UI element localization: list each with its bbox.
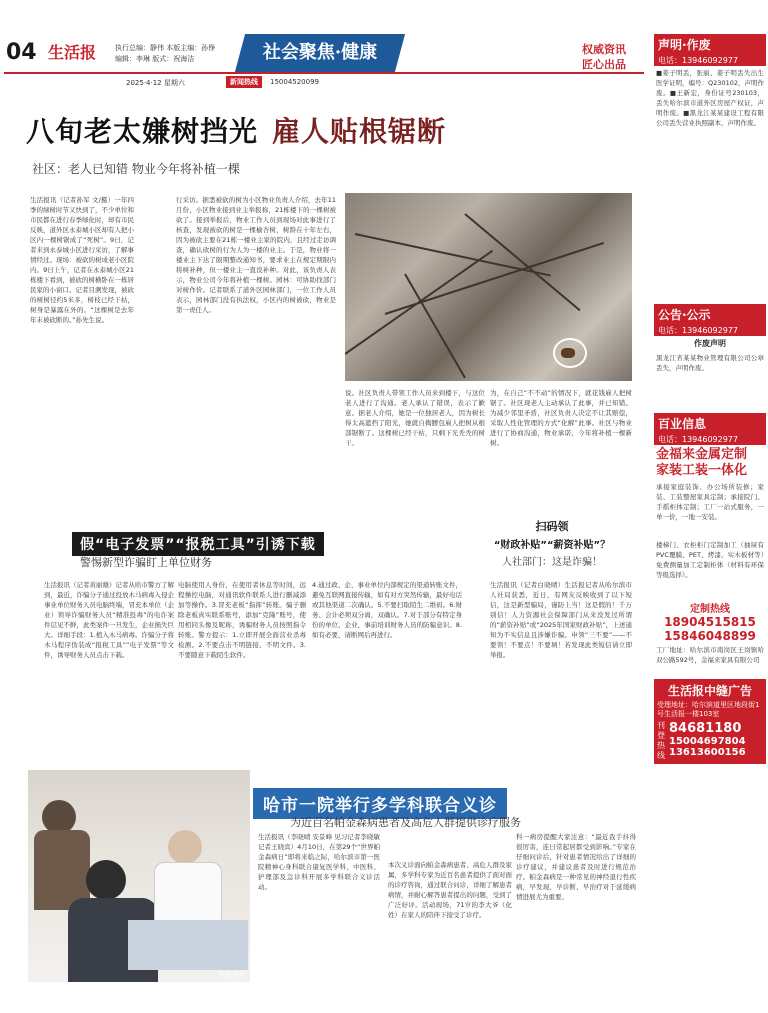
classified-ad-side: 刊登热线: [657, 721, 665, 760]
article2-subtitle: 警惕新型诈骗盯上单位财务: [80, 556, 212, 569]
newspaper-logo: 生活报: [48, 43, 97, 62]
classified-phone2: 15004697804: [669, 736, 746, 747]
article3-col1: 生活报讯（李晓晴 安景峰 见习记者李晓敏 记者王晓宾）4月10日，在第29个“世界帕金森病日”即将来临之际，哈尔滨市第一医院精神心身科联合康复医学科、中医科、护理部及急诊科开展多学科联合义诊活动。: [258, 833, 380, 891]
article3-subtitle: 为近百名帕金森病患者及高危人群提供诊疗服务: [290, 816, 521, 829]
issue-date: 2025·4·12 星期六: [126, 79, 185, 87]
article2-col2: 电脑使用人身份，在使用者休息等时间，远程操控电脑，对通讯软件联系人进行删减添加等操作。3.冒充老板“指挥”转账。骗子删除老板真实联系账号，添加“克隆”账号，使用相同头像及昵称，诱骗财务人员按照指令转账。警方提示：1.立即开展全面营业杀毒检测。2.不要点击不明链接、不明文件。3.不要随意下载陌生软件。: [178, 581, 306, 659]
article2-col4: 生活报讯（记者白晓晴）生活报记者从哈尔滨市人社局获悉，近日，有网友反映收到了以下短信，这是新型骗局，谨防上当！这是假的！千万别信！人力资源社会保障部门从来没发过所谓的“薪资补贴”或“2025年国家财政补贴”，上述通知为不实信息且涉嫌诈骗。申领“三不要”——不要领！不要点！不要填！若发现此类短信请立即举报。: [490, 581, 632, 659]
scam-box-sub: 人社部门：这是诈骗！: [502, 557, 602, 568]
page-number: 04: [6, 40, 37, 65]
public-notice-header: 公告·公示: [654, 304, 766, 325]
photo-credit: 医院提供: [218, 971, 246, 979]
scam-alert-box: [474, 518, 630, 578]
furniture-hotline-label: 定制热线: [690, 604, 730, 615]
furniture-ad-title2: 家装工装一体化: [656, 463, 748, 478]
article1-col2: 行采访。据悉被砍的树为小区物业负责人介绍，去年11月份，小区物业接到业主举报称，21栋楼下的一棵树被砍了。接到举报后，物业工作人员到现场对此事进行了核查，发现被砍的树是一棵榆杏树，树龄在十年左右，因为被砍主要在21栋一楼业主家的院内，且经过走访调查，确认砍树的行为人为一楼的业主。于是，物业将一楼业主下达了限期整改通知书，要求业主在规定期限内将树补种，但一楼业主一直没补种。对此，该负责人表示，物业公司今年将补植一棵树。园林：可协助找部门对树作价。记者联系了道外区园林部门，一位工作人员表示，园林部门没有执法权，小区内的树被砍，物业是第一责任人。: [176, 196, 336, 314]
article3-col2: 本次义诊面向帕金森病患者、高危人群及家属，多学科专家为近百名患者提供了面对面的诊疗咨询，通过联合问诊，详细了解患者病情，并耐心解答患者提出的问题，受到了广泛好评。活动现场，71岁的李大爷（化姓）在家人的陪伴下接受了诊疗。: [388, 861, 512, 919]
article3-col3: 科一病房提醒大家注意：“最近我手抖得很厉害，连日常起居都受到影响。”专家在仔细问诊后，针对患者情况给出了详细的诊疗建议，并建议患者及时进行规范治疗。帕金森病是一种常见的神经退行性疾病，早发现、早诊断、早治疗对于延缓病情进展尤为重要。: [516, 833, 636, 901]
section-title: 社会聚焦·健康: [262, 42, 378, 63]
business-info-header: 百业信息: [654, 413, 766, 434]
article1-col3: 说。社区负责人带领工作人员来到楼下，与这位老人进行了沟通。老人承认了错误，表示了歉意。据老人介绍，她是一位独居老人，因为树长得太高遮挡了阳光，她就自掏腰包雇人把树从根部锯断了。这棵树已经干枯，只剩下光秃秃的树干。: [345, 389, 485, 447]
article1-title: [26, 110, 446, 150]
slogan: [582, 42, 626, 72]
business-info-phone: 电话：13946092977: [654, 434, 766, 445]
article2-col3: 4.通过政、企、事业单位内部规定的渠道转账文件，避免互联网直接传输，如有对方突然传输，最好电话或其他渠道二次确认。5.不要扫取陌生二维码。6.财务、会计必须双分离，双确认。7.对于部分有特定身份的单位、企业，事前培训财务人员的防骗意识。8.如有必要，请断网后再进行。: [312, 581, 462, 639]
classified-ad-address: 受理地址：哈尔滨道里区地段街1号生活报一楼103室: [657, 701, 760, 718]
tree-stump-photo: [345, 193, 632, 381]
classified-phone1: 84681180: [669, 721, 742, 736]
notice-text: ■姜子明丢，张丽、姜子明丢失出生医学证明，编号：Q230102，声明作废。■王新宏，身份证号230103，丢失哈尔滨市道外区房屋产权证，声明作废。■黑龙江某某建设工程有限公司丢失营业执照副本，声明作废。: [656, 69, 764, 127]
credits-line2: 编辑：李琳 版式：祝海洁: [115, 55, 195, 63]
article1-title-right: 雇人贴根锯断: [272, 115, 447, 148]
furniture-ad: [654, 445, 766, 677]
article2-title: 假“电子发票”“报税工具”引诱下载: [72, 532, 324, 556]
credits-line1: 执行总编：静伟 本版主编：孙铮: [115, 44, 216, 52]
header-rule: [4, 72, 644, 74]
classified-ad-box: [654, 679, 766, 764]
clinic-photo: [28, 770, 250, 982]
scam-box-label: 扫码领: [535, 520, 569, 533]
classified-sidebar: [654, 34, 766, 764]
article1-subtitle: 社区：老人已知错 物业今年将补植一棵: [32, 162, 240, 176]
article1-col4: 为，在自己“不不动”的情况下，就花钱雇人把树锯了。社区现老人主动承认了此事，并已知错。为减少邻里矛盾，社区负责人决定不让其赔偿，采取人性化管理的方式“化解”此事。社区与物业进行了协商沟通，物业承诺，今年将补植一棵新树。: [490, 389, 632, 447]
hotline-number: 15004520099: [270, 78, 319, 86]
article1-title-left: 八旬老太嫌树挡光: [26, 115, 259, 148]
void-declaration-title: 作废声明: [694, 339, 726, 348]
furniture-phone2: 15846048899: [664, 629, 756, 643]
scam-box-title: “财政补贴”“薪资补贴”？: [493, 540, 611, 551]
notice-phone: 电话：13946092977: [654, 55, 766, 66]
article2-col1: 生活报讯（记者黄丽雄）记者从哈市警方了解到，最近，诈骗分子通过投放木马病毒入侵企事业单位财务人员电脑终端，冒充本单位（企业）领导诈骗财务人员“精准投毒”的电诈案件层见不鲜，此类案件一旦发生，企业损失巨大。详细手段：1.植入木马病毒。诈骗分子将木马程序伪装成“报税工具”“电子发票”等文件，诱导财务人员点击下载。: [44, 581, 174, 659]
credits: [115, 43, 215, 65]
classified-ad-title: 生活报中缝广告: [667, 684, 752, 698]
classified-phone3: 13613600156: [669, 747, 746, 758]
furniture-phone1: 18904515815: [664, 615, 756, 629]
slogan-line1: 权威资讯: [582, 43, 626, 56]
furniture-ad-text2: 楼梯门、衣柜柜门定制加工（抽屉有PVC覆膜、PET、烤漆、实木板材等）免费测量加工定制柜体（材料有环保等级选择）。: [656, 541, 764, 579]
public-notice-text: 黑龙江省某某物业管理有限公司公章丢失，声明作废。: [656, 354, 764, 372]
furniture-ad-text: 承接家庭装饰、办公场所装修；家装、工装整屋家具定制；承接院门、手摇柜体定制；工厂一站式服务，一单一价，一地一安装。: [656, 483, 764, 521]
notice-header: 声明·作废: [654, 34, 766, 55]
furniture-ad-title: 金福来金属定制: [656, 447, 748, 462]
furniture-address: 工厂地址：哈尔滨市南岗区王岗镇哈双公路592号，金福来家具有限公司: [656, 646, 764, 664]
article1-col1: 生活报讯（记者孙军 文/摄）一年四季的绿树时节又快到了，不少单位和市民都在进行春季绿化时，却有市民反映，道外区永泰城小区却有人把小区内一棵树锯成了“死树”。9日，记者来到永泰城小区进行采访，了解事情经过。现场：被砍的树成老小区院内。9日上午，记者在永泰城小区21栋楼下看到，被砍的树横卧在一栋居民家的小窗口。记者目测发现，被砍的树树径约5米多，树枝已经干枯，树身是暴露在外的。“这棵树是去年年末被砍断的。”孙先生说。: [30, 196, 134, 324]
hotline-label: 新闻热线: [226, 76, 262, 88]
slogan-line2: 匠心出品: [582, 58, 626, 71]
public-notice-phone: 电话：13946092977: [654, 325, 766, 336]
article3-title: 哈市一院举行多学科联合义诊: [253, 788, 507, 819]
